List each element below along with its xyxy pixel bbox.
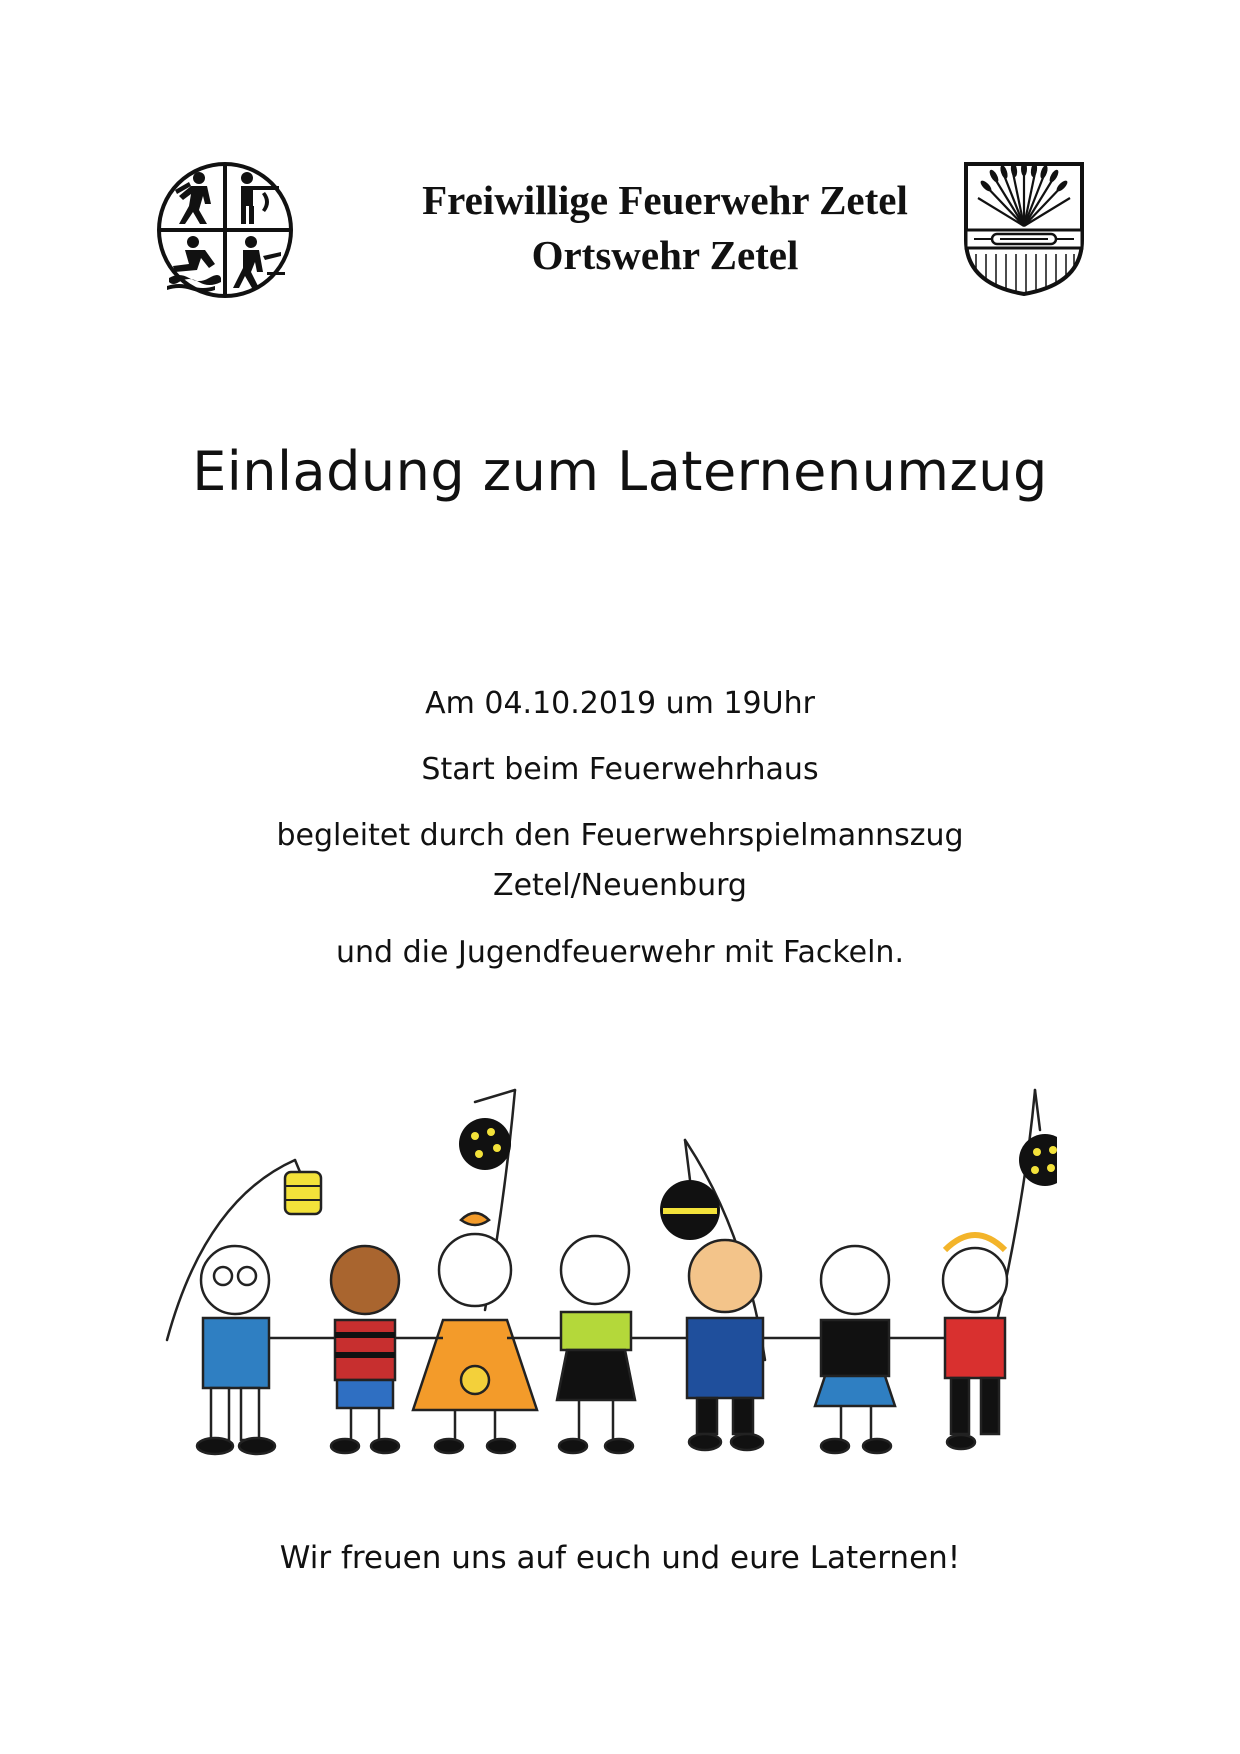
youth-brigade-line: und die Jugendfeuerwehr mit Fackeln. <box>336 935 904 970</box>
header-title-line1: Freiwillige Feuerwehr Zetel <box>422 177 908 223</box>
band-location-line: Zetel/Neuenburg <box>493 868 747 903</box>
date-time-line: Am 04.10.2019 um 19Uhr <box>425 686 815 721</box>
municipal-coat-of-arms-icon <box>962 160 1086 298</box>
children-with-lanterns-illustration <box>165 1080 1075 1480</box>
invitation-heading: Einladung zum Laternenumzug <box>192 440 1048 503</box>
start-location-line: Start beim Feuerwehrhaus <box>421 752 819 787</box>
header-title-line2: Ortswehr Zetel <box>531 232 799 278</box>
closing-line: Wir freuen uns auf euch und eure Laternen! <box>279 1540 961 1576</box>
fire-brigade-emblem-icon <box>155 160 295 300</box>
accompaniment-line: begleitet durch den Feuerwehrspielmannszug <box>276 818 964 853</box>
